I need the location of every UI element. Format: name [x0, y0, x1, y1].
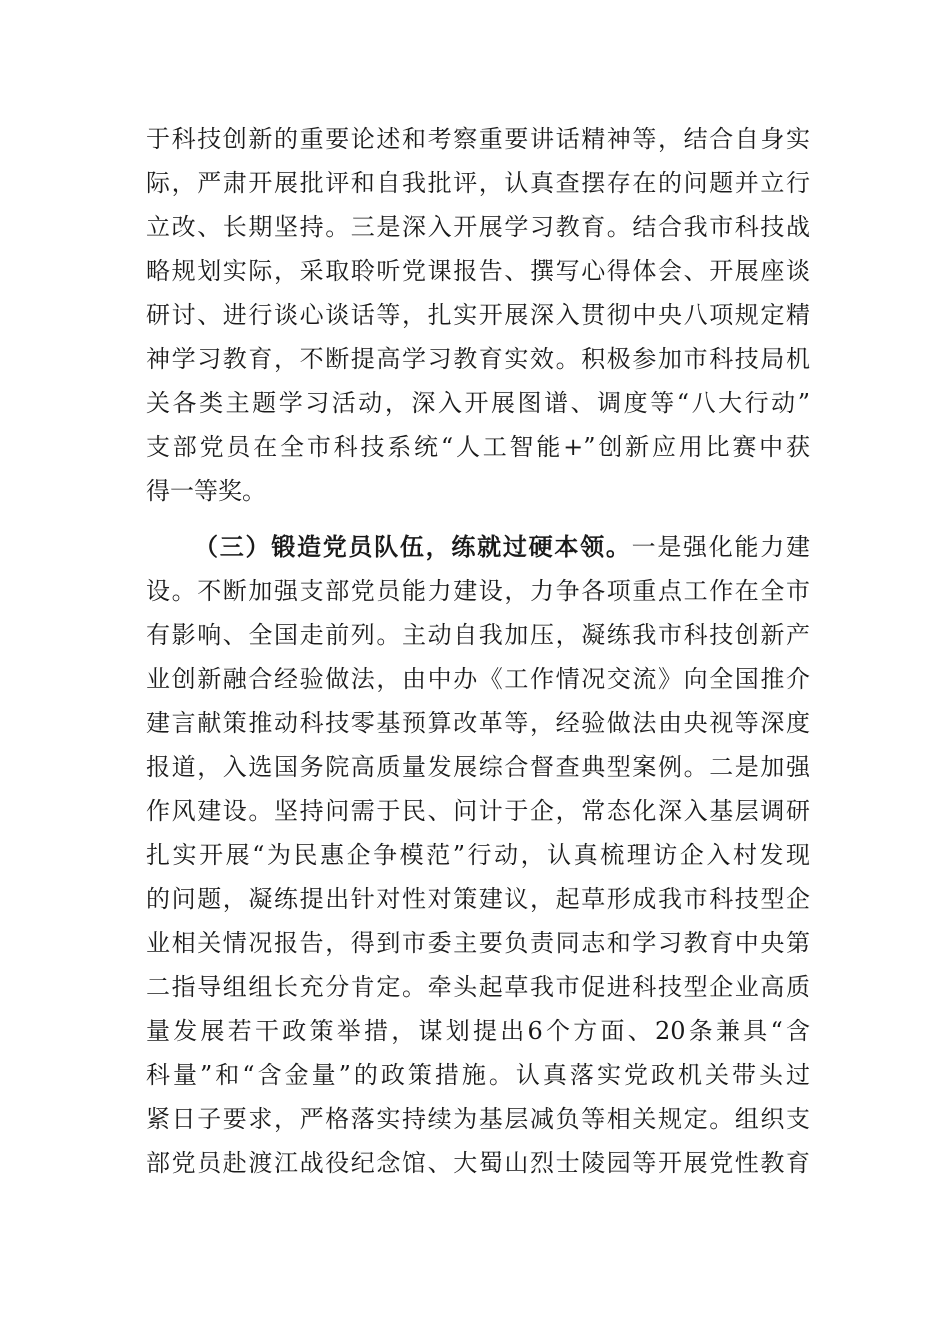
- heading-line-rest: 一是强化能力建: [631, 533, 811, 561]
- text-line: 扎实开展“为民惠企争模范”行动，认真梳理访企入村发现: [146, 841, 810, 869]
- text-line: 有影响、全国走前列。主动自我加压，凝练我市科技创新产: [146, 621, 810, 649]
- text-line: 于科技创新的重要论述和考察重要讲话精神等，结合自身实: [146, 125, 810, 153]
- text-line: 神学习教育，不断提高学习教育实效。积极参加市科技局机: [146, 345, 810, 373]
- text-line: 研讨、进行谈心谈话等，扎实开展深入贯彻中央八项规定精: [146, 301, 810, 329]
- text-line: 业创新融合经验做法，由中办《工作情况交流》向全国推介: [146, 665, 810, 693]
- text-line: 支部党员在全市科技系统“人工智能+”创新应用比赛中获: [146, 433, 810, 461]
- text-line: 作风建设。坚持问需于民、问计于企，常态化深入基层调研: [146, 797, 810, 825]
- text-line: 得一等奖。: [146, 477, 266, 505]
- text-line: 建言献策推动科技零基预算改革等，经验做法由央视等深度: [146, 709, 810, 737]
- text-line: 科量”和“含金量”的政策措施。认真落实党政机关带头过: [146, 1061, 810, 1089]
- text-line: 量发展若干政策举措，谋划提出6个方面、20条兼具“含: [146, 1017, 810, 1045]
- text-line: 业相关情况报告，得到市委主要负责同志和学习教育中央第: [146, 929, 810, 957]
- text-line: 二指导组组长充分肯定。牵头起草我市促进科技型企业高质: [146, 973, 810, 1001]
- text-line: 部党员赴渡江战役纪念馆、大蜀山烈士陵园等开展党性教育: [146, 1149, 810, 1177]
- text-line: 的问题，凝练提出针对性对策建议，起草形成我市科技型企: [146, 885, 810, 913]
- text-line: 报道，入选国务院高质量发展综合督查典型案例。二是加强: [146, 753, 810, 781]
- text-line: 际，严肃开展批评和自我批评，认真查摆存在的问题并立行: [146, 169, 810, 197]
- section-heading-line: [194, 527, 810, 567]
- text-line: 关各类主题学习活动，深入开展图谱、调度等“八大行动”: [146, 389, 810, 417]
- text-line: 立改、长期坚持。三是深入开展学习教育。结合我市科技战: [146, 213, 810, 241]
- section-heading: （三）锻造党员队伍，练就过硬本领。: [194, 532, 632, 561]
- text-line: 略规划实际，采取聆听党课报告、撰写心得体会、开展座谈: [146, 257, 810, 285]
- text-line: 紧日子要求，严格落实持续为基层减负等相关规定。组织支: [146, 1105, 810, 1133]
- text-line: 设。不断加强支部党员能力建设，力争各项重点工作在全市: [146, 577, 810, 605]
